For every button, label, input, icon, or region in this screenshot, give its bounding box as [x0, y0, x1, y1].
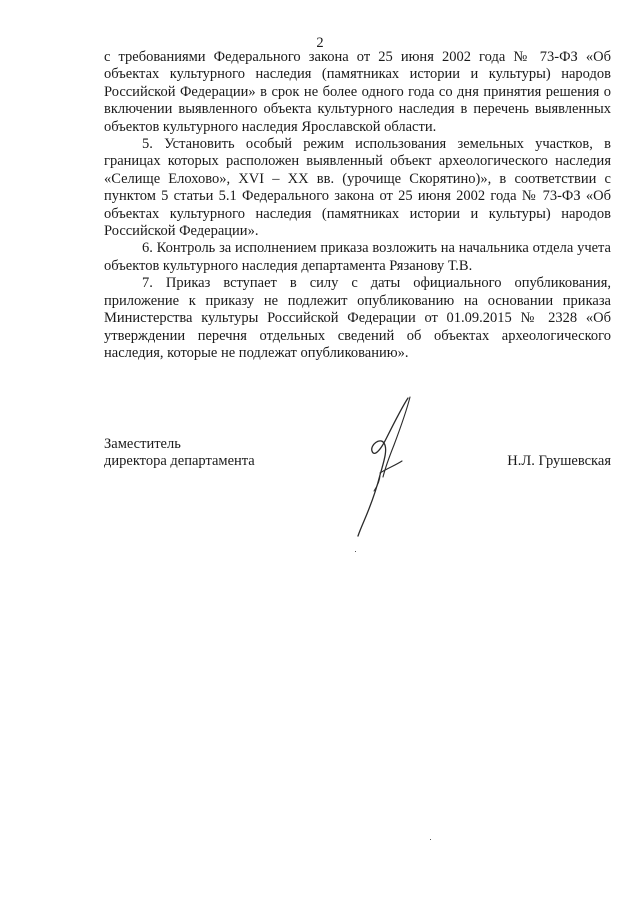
signatory-position [104, 436, 255, 471]
scan-speck [430, 839, 431, 840]
position-line-2: директора департамента [104, 453, 255, 470]
paragraph-item-6: 6. Контроль за исполнением приказа возложить на начальника отдела учета объектов культурного наследия департамента Рязанову Т.В. [104, 240, 611, 274]
scan-speck [355, 551, 356, 552]
paragraph-item-7: 7. Приказ вступает в силу с даты официального опубликования, приложение к приказу не подлежит опубликованию на основании приказа Министерства культуры Российской Федерации от 01.09.2015 № 2328 «Об утверждении перечня отдельных сведений об объектах археологического наследия, которые не подлежат опубликованию». [104, 275, 611, 361]
signatory-name: Н.Л. Грушевская [507, 453, 611, 470]
paragraph-continuation: с требованиями Федерального закона от 25 июня 2002 года № 73-ФЗ «Об объектах культурного наследия (памятниках истории и культуры) народов Российской Федерации» в срок не более одного года со дня принятия решения о включении выявленного объекта культурного наследия в перечень выявленных объектов культурного наследия Ярославской области. [104, 49, 611, 135]
handwritten-signature [350, 395, 430, 540]
document-body [104, 49, 611, 362]
paragraph-item-5: 5. Установить особый режим использования земельных участков, в границах которых расположен выявленный объект археологического наследия «Селище Елохово», XVI – XX вв. (урочище Скорятино)», в соответствии с пунктом 5 статьи 5.1 Федерального закона от 25 июня 2002 года № 73-ФЗ «Об объектах культурного наследия (памятниках истории и культуры) народов Российской Федерации». [104, 136, 611, 240]
page-number: 2 [316, 35, 324, 51]
position-line-1: Заместитель [104, 436, 181, 452]
